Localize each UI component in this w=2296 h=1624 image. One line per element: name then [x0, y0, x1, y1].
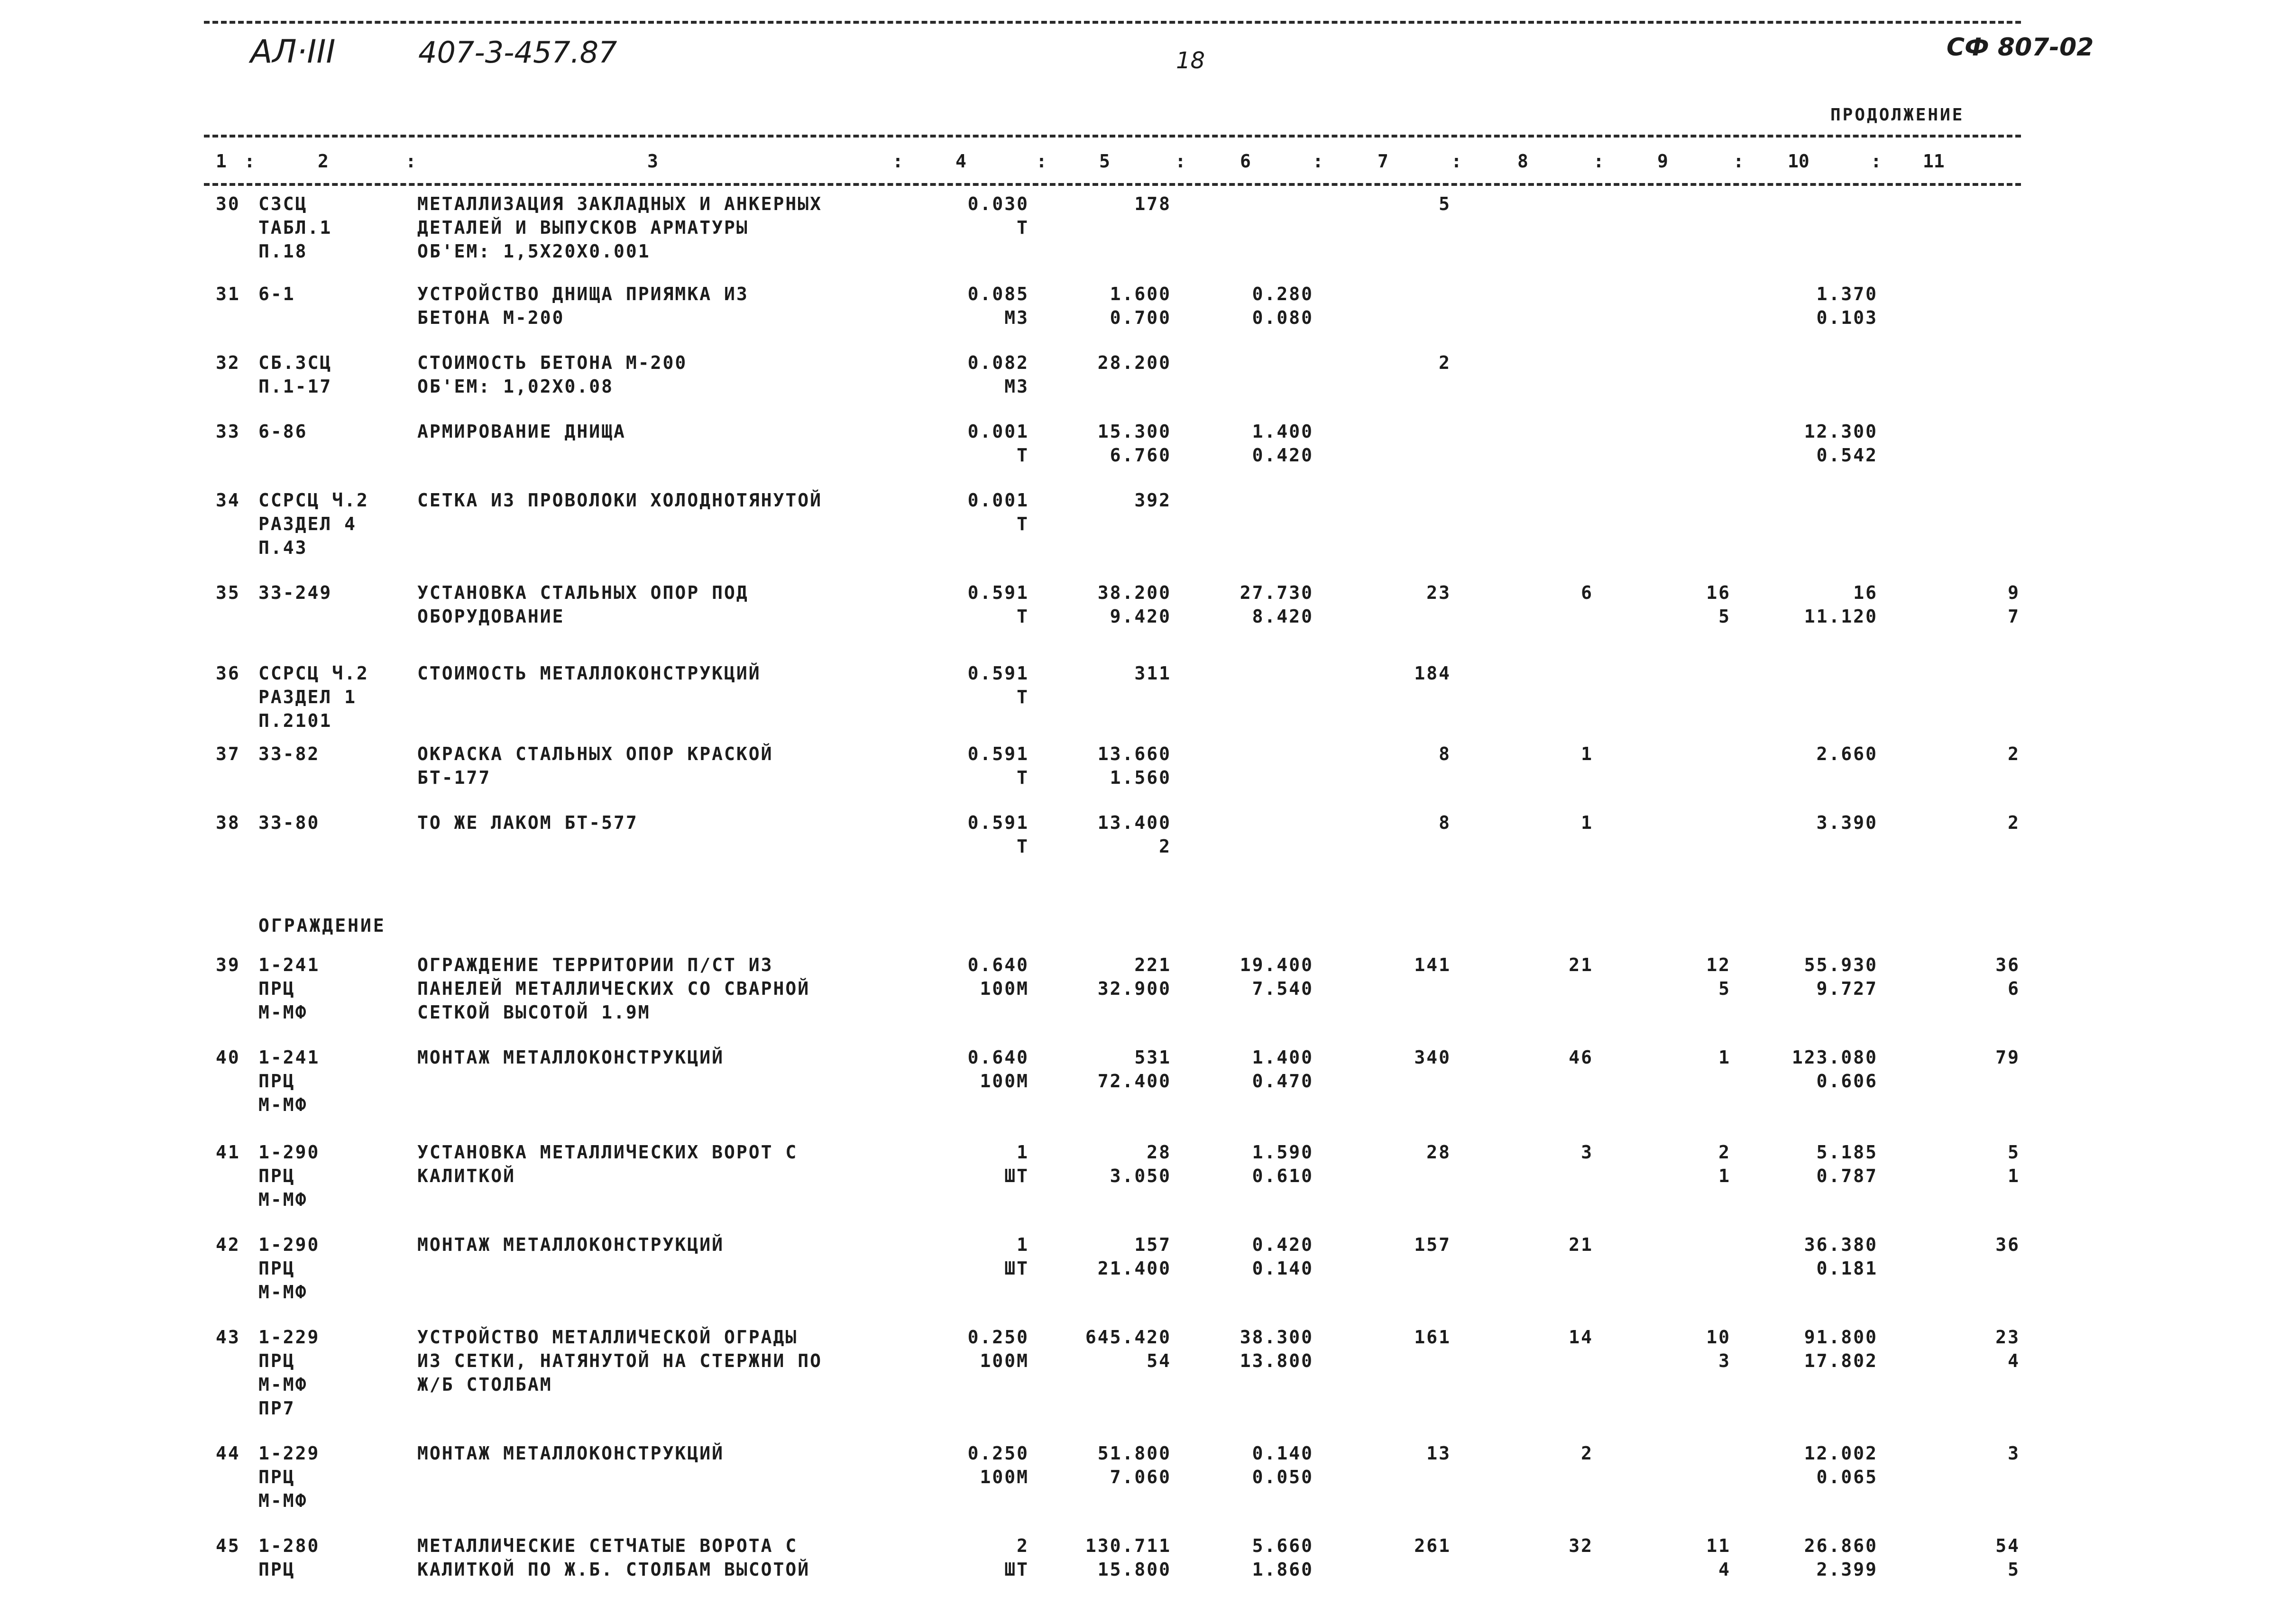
table-cell-c10: 5.185 0.787	[1816, 1142, 1878, 1186]
table-cell-c3: ОКРАСКА СТАЛЬНЫХ ОПОР КРАСКОЙ БТ-177	[417, 743, 773, 788]
column-header-1: 1	[216, 151, 227, 172]
table-cell-c10: 55.930 9.727	[1804, 954, 1878, 999]
table-cell-n: 38	[216, 812, 240, 833]
table-cell-c10: 12.300 0.542	[1804, 421, 1878, 466]
table-cell-c5: 311	[1134, 663, 1171, 684]
table-cell-c4: 0.001 Т	[967, 421, 1029, 466]
column-separator: :	[1313, 151, 1323, 172]
table-cell-c8: 6	[1581, 582, 1593, 603]
table-cell-c11: 79	[1995, 1047, 2020, 1068]
table-cell-c7: 161	[1414, 1327, 1451, 1348]
table-cell-c6: 1.590 0.610	[1252, 1142, 1313, 1186]
table-cell-c5: 15.300 6.760	[1097, 421, 1171, 466]
table-cell-c8: 14	[1569, 1327, 1593, 1348]
table-cell-c3: МОНТАЖ МЕТАЛЛОКОНСТРУКЦИЙ	[417, 1443, 724, 1464]
table-cell-c3: МЕТАЛЛИЗАЦИЯ ЗАКЛАДНЫХ И АНКЕРНЫХ ДЕТАЛЕЙ И ВЫПУСКОВ АРМАТУРЫ ОБ'ЕМ: 1,5Х20Х0.001	[417, 193, 822, 262]
table-cell-c3: УСТАНОВКА СТАЛЬНЫХ ОПОР ПОД ОБОРУДОВАНИЕ	[417, 582, 749, 627]
table-cell-c5: 645.420 54	[1085, 1327, 1171, 1371]
column-separator: :	[1451, 151, 1462, 172]
table-cell-c2: 6-86	[258, 421, 308, 442]
column-separator: :	[244, 151, 255, 172]
table-cell-c4: 0.640 100М	[967, 1047, 1029, 1092]
table-cell-c8: 2	[1581, 1443, 1593, 1464]
table-cell-c4: 2 ШТ	[1004, 1535, 1029, 1580]
table-cell-c11: 2	[2008, 743, 2020, 764]
table-cell-c10: 3.390	[1816, 812, 1878, 833]
table-cell-n: 31	[216, 284, 240, 304]
table-cell-c10: 16 11.120	[1804, 582, 1878, 627]
table-cell-c5: 38.200 9.420	[1097, 582, 1171, 627]
table-cell-c3: СТОИМОСТЬ БЕТОНА М-200 ОБ'ЕМ: 1,02Х0.08	[417, 352, 688, 397]
column-separator: :	[1593, 151, 1604, 172]
table-cell-c10: 36.380 0.181	[1804, 1234, 1878, 1279]
table-cell-c7: 340	[1414, 1047, 1451, 1068]
top-rule	[204, 21, 2021, 24]
column-header-5: 5	[1099, 151, 1110, 172]
table-cell-c3: УСТРОЙСТВО ДНИЩА ПРИЯМКА ИЗ БЕТОНА М-200	[417, 284, 749, 328]
table-cell-c4: 0.030 Т	[967, 193, 1029, 238]
table-cell-c10: 1.370 0.103	[1816, 284, 1878, 328]
table-cell-c7: 23	[1426, 582, 1451, 603]
table-cell-n: 32	[216, 352, 240, 373]
table-cell-n: 34	[216, 490, 240, 511]
column-header-3: 3	[647, 151, 658, 172]
table-cell-c8: 1	[1581, 743, 1593, 764]
table-cell-c4: 0.250 100М	[967, 1327, 1029, 1371]
table-cell-c7: 157	[1414, 1234, 1451, 1255]
table-cell-c3: УСТАНОВКА МЕТАЛЛИЧЕСКИХ ВОРОТ С КАЛИТКОЙ	[417, 1142, 798, 1186]
table-cell-c7: 13	[1426, 1443, 1451, 1464]
table-cell-c5: 13.400 2	[1097, 812, 1171, 857]
table-cell-c5: 157 21.400	[1097, 1234, 1171, 1279]
table-cell-c2: 1-241 ПРЦ М-МФ	[258, 1047, 320, 1115]
table-cell-c4: 0.250 100М	[967, 1443, 1029, 1487]
table-cell-c4: 0.001 Т	[967, 490, 1029, 534]
table-cell-c5: 51.800 7.060	[1097, 1443, 1171, 1487]
column-header-9: 9	[1657, 151, 1668, 172]
table-cell-c4: 0.085 МЗ	[967, 284, 1029, 328]
table-cell-c10: 91.800 17.802	[1804, 1327, 1878, 1371]
table-cell-c5: 392	[1134, 490, 1171, 511]
column-header-6: 6	[1240, 151, 1251, 172]
table-cell-n: 37	[216, 743, 240, 764]
table-cell-n: 36	[216, 663, 240, 684]
table-cell-n: 44	[216, 1443, 240, 1464]
table-cell-c8: 46	[1569, 1047, 1593, 1068]
table-cell-c7: 261	[1414, 1535, 1451, 1556]
table-cell-c3: МОНТАЖ МЕТАЛЛОКОНСТРУКЦИЙ	[417, 1234, 724, 1255]
left-stamp-code: АЛ·III	[250, 33, 336, 71]
table-cell-c11: 5 1	[2008, 1142, 2020, 1186]
document-number: 407-3-457.87	[418, 35, 617, 70]
table-cell-n: 42	[216, 1234, 240, 1255]
table-cell-c9: 2 1	[1718, 1142, 1731, 1186]
column-header-2: 2	[318, 151, 329, 172]
table-cell-c3: СЕТКА ИЗ ПРОВОЛОКИ ХОЛОДНОТЯНУТОЙ	[417, 490, 822, 511]
column-separator: :	[1733, 151, 1744, 172]
table-cell-c3: МОНТАЖ МЕТАЛЛОКОНСТРУКЦИЙ	[417, 1047, 724, 1068]
table-cell-c8: 1	[1581, 812, 1593, 833]
table-cell-n: 35	[216, 582, 240, 603]
table-cell-c11: 23 4	[1995, 1327, 2020, 1371]
table-header-rule-bottom	[204, 183, 2021, 186]
table-cell-c2: 1-280 ПРЦ	[258, 1535, 320, 1580]
table-cell-c11: 36 6	[1995, 954, 2020, 999]
column-separator: :	[892, 151, 903, 172]
table-cell-c2: 1-229 ПРЦ М-МФ ПР7	[258, 1327, 320, 1419]
table-cell-c2: 1-241 ПРЦ М-МФ	[258, 954, 320, 1023]
table-cell-c11: 54 5	[1995, 1535, 2020, 1580]
table-cell-c2: 1-290 ПРЦ М-МФ	[258, 1142, 320, 1210]
table-cell-n: 33	[216, 421, 240, 442]
table-cell-c6: 0.140 0.050	[1252, 1443, 1313, 1487]
table-cell-c5: 221 32.900	[1097, 954, 1171, 999]
column-header-10: 10	[1788, 151, 1809, 172]
table-cell-c3: МЕТАЛЛИЧЕСКИЕ СЕТЧАТЫЕ ВОРОТА С КАЛИТКОЙ ПО Ж.Б. СТОЛБАМ ВЫСОТОЙ	[417, 1535, 810, 1580]
table-cell-c7: 28	[1426, 1142, 1451, 1163]
table-cell-c3: СТОИМОСТЬ МЕТАЛЛОКОНСТРУКЦИЙ	[417, 663, 761, 684]
column-header-4: 4	[955, 151, 966, 172]
table-cell-c5: 1.600 0.700	[1110, 284, 1171, 328]
table-cell-c9: 16 5	[1706, 582, 1731, 627]
table-cell-c7: 2	[1439, 352, 1451, 373]
table-cell-c9: 1	[1718, 1047, 1731, 1068]
table-cell-c7: 8	[1439, 812, 1451, 833]
table-cell-c3: УСТРОЙСТВО МЕТАЛЛИЧЕСКОЙ ОГРАДЫ ИЗ СЕТКИ, НАТЯНУТОЙ НА СТЕРЖНИ ПО Ж/Б СТОЛБАМ	[417, 1327, 822, 1395]
table-cell-c7: 184	[1414, 663, 1451, 684]
table-cell-c6: 19.400 7.540	[1240, 954, 1313, 999]
table-cell-c6: 0.280 0.080	[1252, 284, 1313, 328]
table-cell-c2: СБ.ЗСЦ П.1-17	[258, 352, 332, 397]
table-cell-c7: 8	[1439, 743, 1451, 764]
table-cell-c5: 130.711 15.800	[1085, 1535, 1171, 1580]
table-cell-n: 39	[216, 954, 240, 975]
table-cell-c3: АРМИРОВАНИЕ ДНИЩА	[417, 421, 626, 442]
table-cell-c8: 32	[1569, 1535, 1593, 1556]
continuation-label: ПРОДОЛЖЕНИЕ	[1830, 105, 1965, 125]
table-cell-c9: 11 4	[1706, 1535, 1731, 1580]
table-cell-c4: 0.082 МЗ	[967, 352, 1029, 397]
table-cell-c5: 178	[1134, 193, 1171, 214]
table-cell-n: 41	[216, 1142, 240, 1163]
table-cell-c4: 0.591 Т	[967, 743, 1029, 788]
table-cell-c2: 33-82	[258, 743, 320, 764]
table-cell-n: 43	[216, 1327, 240, 1348]
column-header-11: 11	[1923, 151, 1945, 172]
table-cell-c6: 0.420 0.140	[1252, 1234, 1313, 1279]
table-cell-c6: 38.300 13.800	[1240, 1327, 1313, 1371]
table-cell-c7: 5	[1439, 193, 1451, 214]
table-cell-c5: 531 72.400	[1097, 1047, 1171, 1092]
table-cell-c4: 0.640 100М	[967, 954, 1029, 999]
table-cell-c9: 10 3	[1706, 1327, 1731, 1371]
table-cell-c3: ТО ЖЕ ЛАКОМ БТ-577	[417, 812, 638, 833]
right-sheet-code: СФ 807-02	[1947, 33, 2094, 62]
table-cell-c2: ССРСЦ Ч.2 РАЗДЕЛ 1 П.2101	[258, 663, 369, 731]
table-cell-c3: ОГРАЖДЕНИЕ ТЕРРИТОРИИ П/СТ ИЗ ПАНЕЛЕЙ МЕТАЛЛИЧЕСКИХ СО СВАРНОЙ СЕТКОЙ ВЫСОТОЙ 1.9М	[417, 954, 810, 1023]
table-cell-c11: 36	[1995, 1234, 2020, 1255]
column-separator: :	[405, 151, 416, 172]
column-separator: :	[1036, 151, 1047, 172]
table-header-rule-top	[204, 135, 2021, 138]
table-cell-c4: 0.591 Т	[967, 582, 1029, 627]
table-cell-n: 40	[216, 1047, 240, 1068]
table-cell-c4: 1 ШТ	[1004, 1234, 1029, 1279]
page-number: 18	[1176, 47, 1205, 74]
table-cell-c10: 26.860 2.399	[1804, 1535, 1878, 1580]
table-cell-c5: 13.660 1.560	[1097, 743, 1171, 788]
table-cell-c10: 123.080 0.606	[1791, 1047, 1878, 1092]
table-cell-c8: 3	[1581, 1142, 1593, 1163]
table-cell-c4: 0.591 Т	[967, 812, 1029, 857]
table-cell-c6: 5.660 1.860	[1252, 1535, 1313, 1580]
column-header-8: 8	[1517, 151, 1528, 172]
table-cell-c2: СЗСЦ ТАБЛ.1 П.18	[258, 193, 332, 262]
table-cell-c2: 33-249	[258, 582, 332, 603]
table-cell-c11: 3	[2008, 1443, 2020, 1464]
table-cell-n: 45	[216, 1535, 240, 1556]
column-separator: :	[1871, 151, 1882, 172]
table-cell-c10: 12.002 0.065	[1804, 1443, 1878, 1487]
table-cell-c4: 1 ШТ	[1004, 1142, 1029, 1186]
table-cell-c7: 141	[1414, 954, 1451, 975]
table-cell-c6: 27.730 8.420	[1240, 582, 1313, 627]
table-cell-c6: 1.400 0.420	[1252, 421, 1313, 466]
table-cell-c9: 12 5	[1706, 954, 1731, 999]
table-cell-c11: 9 7	[2008, 582, 2020, 627]
table-cell-c2: ССРСЦ Ч.2 РАЗДЕЛ 4 П.43	[258, 490, 369, 558]
table-cell-c5: 28.200	[1097, 352, 1171, 373]
table-cell-c2: 6-1	[258, 284, 295, 304]
table-cell-c2: 1-290 ПРЦ М-МФ	[258, 1234, 320, 1303]
table-cell-c2: 33-80	[258, 812, 320, 833]
column-header-7: 7	[1378, 151, 1388, 172]
table-cell-c11: 2	[2008, 812, 2020, 833]
table-cell-c5: 28 3.050	[1110, 1142, 1171, 1186]
table-cell-c8: 21	[1569, 1234, 1593, 1255]
table-cell-c2: 1-229 ПРЦ М-МФ	[258, 1443, 320, 1511]
table-cell-c10: 2.660	[1816, 743, 1878, 764]
table-cell-c6: 1.400 0.470	[1252, 1047, 1313, 1092]
table-cell-n: 30	[216, 193, 240, 214]
section-title: ОГРАЖДЕНИЕ	[258, 915, 386, 936]
table-cell-c4: 0.591 Т	[967, 663, 1029, 707]
table-cell-c8: 21	[1569, 954, 1593, 975]
column-separator: :	[1175, 151, 1186, 172]
